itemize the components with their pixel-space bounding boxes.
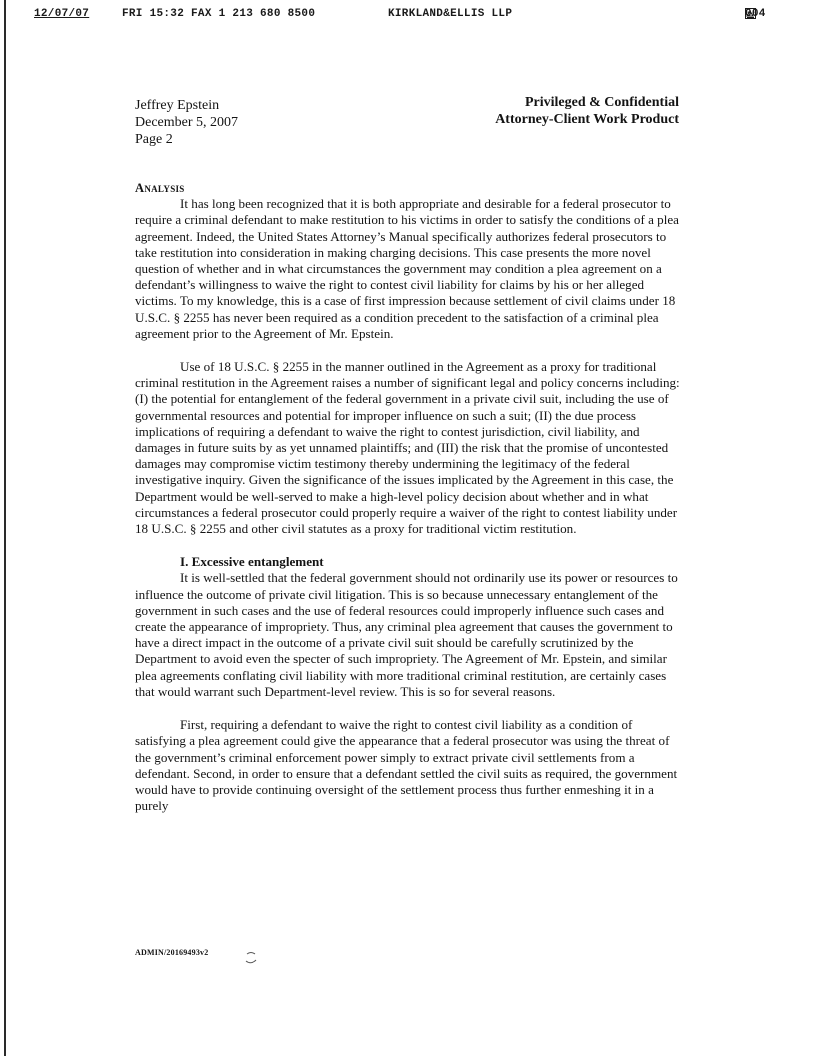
subheading-excessive-entanglement: I. Excessive entanglement: [180, 554, 324, 570]
letter-date: December 5, 2007: [135, 115, 239, 130]
fax-day-time-number: FRI 15:32 FAX 1 213 680 8500: [122, 8, 316, 20]
section-heading-analysis: Analysis: [135, 181, 185, 195]
privilege-line-2: Attorney-Client Work Product: [495, 112, 679, 127]
document-id: ADMIN/20169493v2: [135, 948, 209, 957]
paragraph-4: First, requiring a defendant to waive the right to contest civil liability as a condition of satisfying a plea agreement could give the appearance that a federal prosecutor was using the threat of the government’s criminal enforcement power simply to extract private civil settlements from a defendant. Second, in order to ensure that a defendant settled the civil suits as required, the government would have to provide continuing oversight of the settlement process thus further enmeshing it in a purely: [135, 717, 678, 814]
recipient-name: Jeffrey Epstein: [135, 98, 220, 113]
privilege-notice: [495, 94, 679, 128]
memo-body: [135, 180, 683, 814]
privilege-line-1: Privileged & Confidential: [525, 95, 679, 110]
scan-mark: [244, 950, 258, 966]
paragraph-2: Use of 18 U.S.C. § 2255 in the manner outlined in the Agreement as a proxy for traditional criminal restitution in the Agreement raises a number of significant legal and policy concerns including: (I) the potential for entanglement of the federal government in a private civil suit, including the use of governmental resources and potential for improper influence on such a suit; (II) the due process implications of requiring a defendant to waive the right to contest jurisdiction, civil liability, and damages in future suits by as yet unnamed plaintiffs; and (III) the risk that the promise of uncontested damages may compromise victim testimony thereby undermining the legitimacy of the federal investigative inquiry. Given the significance of the issues implicated by the Agreement in this case, the Department would be well-served to make a high-level policy decision about whether and in what circumstances a federal prosecutor could properly require a waiver of the right to contest liability under 18 U.S.C. § 2255 and other civil statutes as a proxy for traditional victim restitution.: [135, 359, 680, 537]
fax-date: 12/07/07: [34, 8, 90, 20]
paragraph-3: It is well-settled that the federal government should not ordinarily use its power or resources to influence the outcome of private civil litigation. This is so because unnecessary entanglement of the government in such cases and the use of federal resources could improperly influence such cases and create the appearance of impropriety. Thus, any criminal plea agreement that causes the government to have a direct impact in the outcome of a private civil suit should be carefully scrutinized by the Department to avoid even the specter of such impropriety. The Agreement of Mr. Epstein, and similar plea agreements conflating civil liability with more traditional criminal restitution, are certainly cases that would warrant such Department-level review. This is so for several reasons.: [135, 570, 678, 699]
scan-edge-rule: [4, 0, 6, 1056]
fax-sender: KIRKLAND&ELLIS LLP: [388, 8, 513, 20]
fax-transmission-header: [0, 8, 816, 24]
fax-page-number: 004: [745, 8, 766, 20]
paragraph-1: It has long been recognized that it is both appropriate and desirable for a federal prosecutor to require a criminal defendant to make restitution to his victims in order to satisfy the conditions of a plea agreement. Indeed, the United States Attorney’s Manual specifically authorizes federal prosecutors to take restitution into consideration in making charging decisions. This case presents the more novel question of whether and in what circumstances the government may condition a plea agreement on a defendant’s willingness to waive the right to contest civil liability for claims by his or her alleged victims. To my knowledge, this is a case of first impression because settlement of civil claims under 18 U.S.C. § 2255 has never been required as a condition precedent to the satisfaction of a criminal plea agreement prior to the Agreement of Mr. Epstein.: [135, 196, 679, 341]
letter-recipient-block: [135, 97, 238, 148]
page-label: Page 2: [135, 132, 173, 147]
